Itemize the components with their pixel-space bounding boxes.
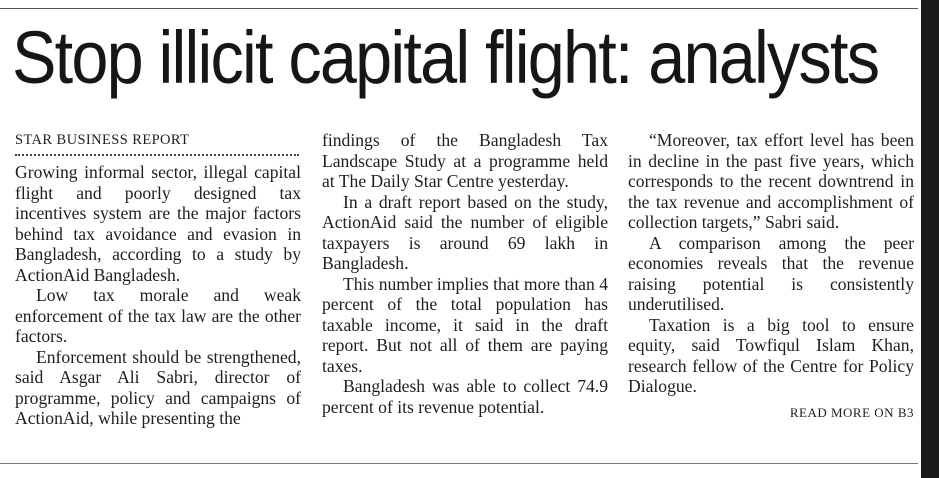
dotted-divider	[15, 154, 299, 156]
paragraph: findings of the Bangladesh Tax Landscape Study at a programme held at The Daily Star Centre yesterday.	[322, 130, 608, 191]
bottom-rule	[0, 463, 918, 464]
top-rule	[0, 8, 918, 9]
read-more-link[interactable]: READ MORE ON B3	[789, 404, 914, 420]
paragraph: A comparison among the peer economies reveals that the revenue raising potential is consistently underutilised.	[628, 232, 914, 314]
paragraph: Bangladesh was able to collect 74.9 percent of its revenue potential.	[322, 376, 608, 417]
paragraph: Taxation is a big tool to ensure equity, said Towfiqul Islam Khan, research fellow of the Centre for Policy Dialogue.	[628, 314, 914, 396]
paragraph: Low tax morale and weak enforcement of the tax law are the other factors.	[15, 285, 301, 346]
paragraph: “Moreover, tax effort level has been in decline in the past five years, which corresponds to the recent downtrend in the tax revenue and accomplishment of collection targets,” Sabri said.	[628, 130, 914, 232]
page-edge-shadow	[921, 0, 939, 478]
column-3	[628, 130, 914, 423]
column-2	[322, 130, 608, 417]
byline: STAR BUSINESS REPORT	[15, 132, 190, 148]
paragraph: Growing informal sector, illegal capital flight and poorly designed tax incentives system are the major factors behind tax avoidance and evasion in Bangladesh, according to a study by ActionAid Bangladesh.	[15, 162, 301, 285]
paragraph: This number implies that more than 4 percent of the total population has taxable income, it said in the draft report. But not all of them are paying taxes.	[322, 273, 608, 376]
column-1	[15, 130, 301, 429]
paragraph: In a draft report based on the study, ActionAid said the number of eligible taxpayers is around 69 lakh in Bangladesh.	[322, 191, 608, 273]
paragraph: Enforcement should be strengthened, said Asgar Ali Sabri, director of programme, policy and campaigns of ActionAid, while presenting the	[15, 346, 301, 428]
headline: Stop illicit capital flight: analysts	[12, 16, 879, 99]
